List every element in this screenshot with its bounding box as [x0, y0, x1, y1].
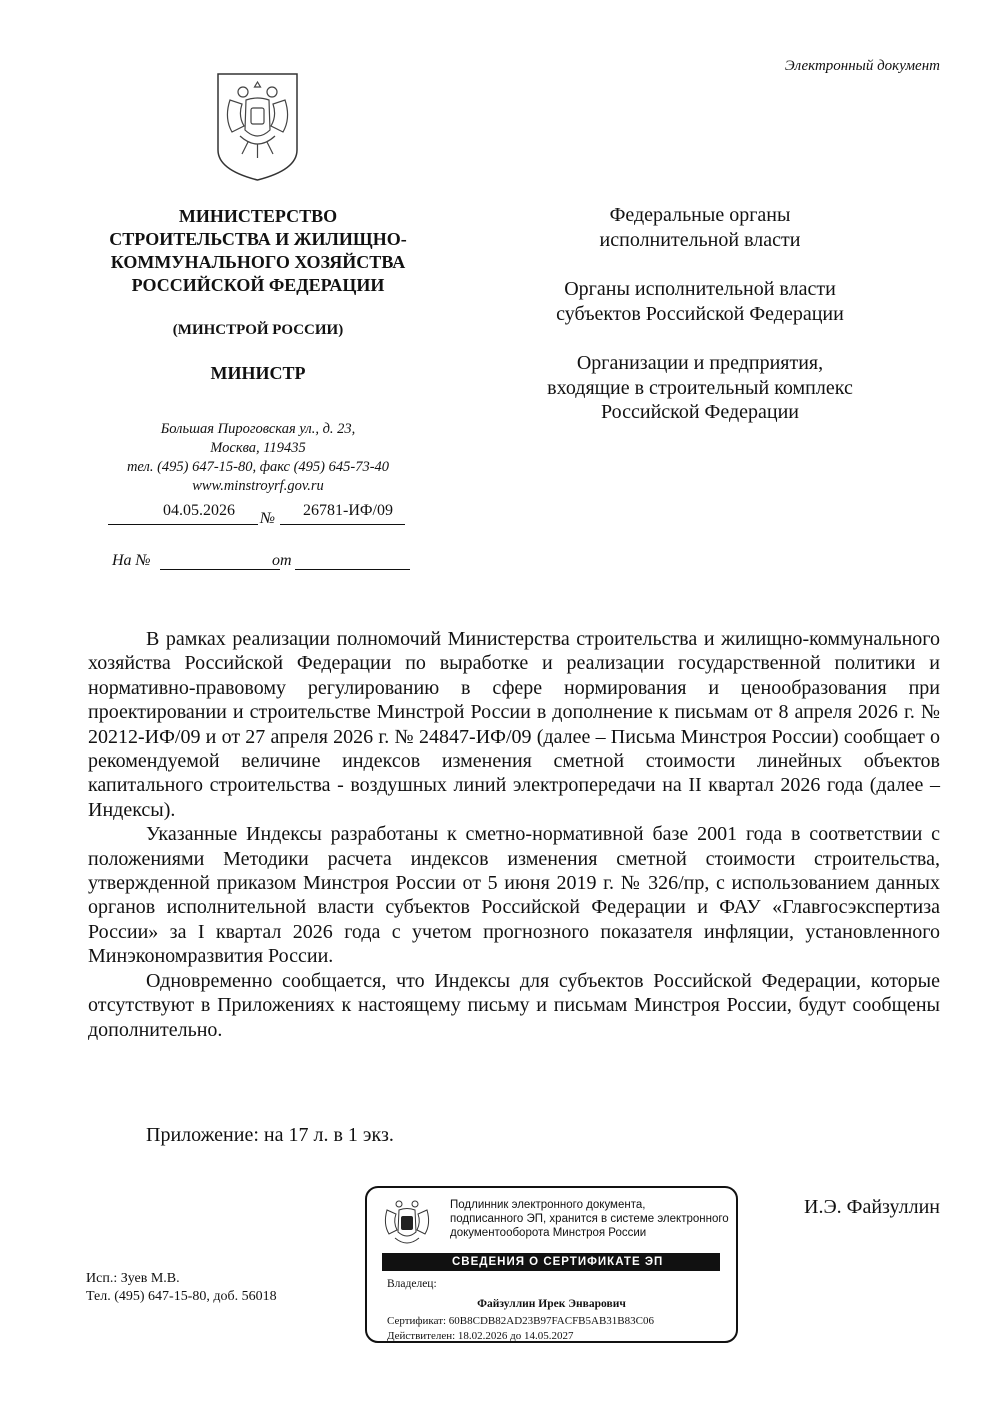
executor-name: Исп.: Зуев М.В.	[86, 1271, 180, 1286]
coat-of-arms-icon	[210, 70, 305, 182]
sender-position: МИНИСТР	[210, 363, 306, 383]
stamp-text-line: документооборота Минстроя России	[450, 1227, 647, 1239]
signer-name: И.Э. Файзуллин	[804, 1196, 940, 1218]
ministry-name-line: РОССИЙСКОЙ ФЕДЕРАЦИИ	[131, 275, 385, 295]
registration-line	[108, 498, 413, 530]
addressee-line: субъектов Российской Федерации	[556, 302, 844, 325]
website-link[interactable]: www.minstroyrf.gov.ru	[192, 478, 324, 494]
addressee-block	[490, 203, 910, 450]
addressee-line: входящие в строительный комплекс	[547, 376, 853, 399]
addressee-line: Органы исполнительной власти	[564, 278, 836, 300]
owner-name: Файзуллин Ирек Энварович	[477, 1298, 626, 1310]
addressee-line: Российской Федерации	[600, 401, 800, 423]
address-line: тел. (495) 647-15-80, факс (495) 645-73-40	[126, 459, 390, 475]
ministry-name-line: СТРОИТЕЛЬСТВА И ЖИЛИЩНО-	[109, 229, 407, 249]
stamp-text-line: Подлинник электронного документа,	[450, 1199, 646, 1211]
certificate-number: Сертификат: 60B8CDB82AD23B97FACFB5AB31B83C06	[387, 1315, 654, 1327]
address-line: Большая Пироговская ул., д. 23,	[160, 421, 356, 437]
body-paragraph: Указанные Индексы разработаны к сметно-нормативной базе 2001 года в соответствии с положениями Методики расчета индексов изменения сметной стоимости строительства, утвержденной приказом Минстроя России от 5 июня 2019 г. № 326/пр, с использованием данных органов исполнительной власти субъектов Российской Федерации и ФАУ «Главгосэкспертиза России» за I квартал 2026 года с учетом прогнозного показателя инфляции, установленного Минэкономразвития России.	[88, 823, 940, 968]
addressee-line: Федеральные органы	[609, 204, 791, 226]
executor-phone: Тел. (495) 647-15-80, доб. 56018	[86, 1289, 277, 1304]
ministry-short-name: (МИНСТРОЙ РОССИИ)	[172, 322, 344, 338]
ministry-name-line: МИНИСТЕРСТВО	[178, 206, 338, 226]
addressee-item	[490, 351, 910, 425]
reference-number-underline	[160, 569, 280, 570]
certificate-validity: Действителен: 18.02.2026 до 14.05.2027	[387, 1330, 574, 1342]
electronic-document-label: Электронный документ	[784, 58, 940, 74]
certificate-header-bar: СВЕДЕНИЯ О СЕРТИФИКАТЕ ЭП	[382, 1253, 720, 1271]
stamp-text	[450, 1198, 730, 1240]
owner-label: Владелец:	[387, 1278, 437, 1290]
reference-date-underline	[295, 569, 410, 570]
executor-block	[86, 1270, 277, 1306]
stamp-emblem-icon	[381, 1196, 433, 1254]
body-paragraph: В рамках реализации полномочий Министерства строительства и жилищно-коммунального хозяйства Российской Федерации по выработке и реализации государственной политики и нормативно-правовому регулированию в сфере нормирования и ценообразования при проектировании и строительстве Минстрой России в дополнение к письмам от 8 апреля 2026 г. № 20212-ИФ/09 и от 27 апреля 2026 г. № 24847-ИФ/09 (далее – Письма Минстроя России) сообщает о рекомендуемой величине индексов изменения сметной стоимости линейных объектов капитального строительства - воздушных линий электропередачи на II квартал 2026 года (далее – Индексы).	[88, 628, 940, 821]
reference-number-label: На №	[112, 552, 151, 569]
addressee-item	[490, 203, 910, 252]
document-number: 26781-ИФ/09	[303, 502, 393, 519]
addressee-line: Организации и предприятия,	[576, 352, 824, 374]
body-paragraph: Одновременно сообщается, что Индексы для субъектов Российской Федерации, которые отсутствуют в Приложениях к настоящему письму и письмам Минстроя России, будут сообщены дополнительно.	[88, 969, 940, 1041]
reference-from-label: от	[272, 552, 292, 569]
addressee-item	[490, 277, 910, 326]
document-date: 04.05.2026	[163, 502, 235, 519]
electronic-signature-stamp	[365, 1186, 738, 1343]
letter-body	[88, 627, 940, 1042]
number-underline	[280, 524, 405, 525]
stamp-text-line: подписанного ЭП, хранится в системе электронного	[450, 1213, 729, 1225]
sender-address	[88, 420, 428, 496]
reference-line	[112, 552, 417, 576]
date-underline	[108, 524, 258, 525]
ministry-block	[88, 205, 428, 385]
attachment-note: Приложение: на 17 л. в 1 экз.	[146, 1124, 394, 1146]
address-line: Москва, 119435	[210, 440, 306, 456]
number-sign: №	[260, 510, 276, 527]
addressee-line: исполнительной власти	[599, 228, 801, 251]
ministry-name-line: КОММУНАЛЬНОГО ХОЗЯЙСТВА	[110, 252, 406, 272]
